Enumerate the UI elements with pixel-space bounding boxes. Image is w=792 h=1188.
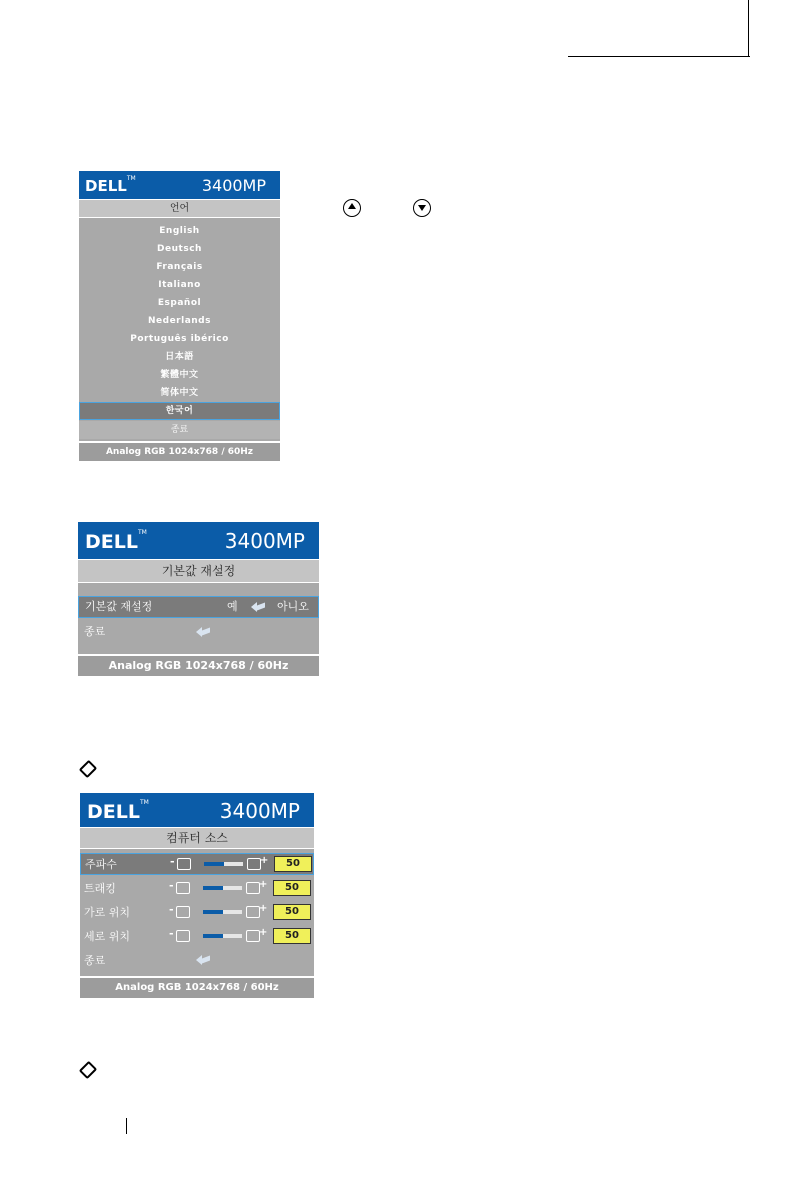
level-bar[interactable] [203,910,242,914]
move-right-icon[interactable] [246,906,260,918]
reset-label: 기본값 재설정 [85,600,153,613]
decrease-icon[interactable] [177,858,191,870]
language-option[interactable]: 繁體中文 [160,370,199,380]
enter-icon [196,627,210,636]
vertical-position-row[interactable] [80,926,314,946]
down-arrow-button-icon [413,199,431,217]
setting-label: 트래킹 [84,882,116,895]
page-corner-rule-horizontal [568,56,750,57]
exit-label: 종료 [84,954,106,967]
language-option[interactable]: Italiano [158,280,201,290]
yes-option[interactable]: 예 [227,600,238,613]
increase-icon[interactable] [247,858,261,870]
setting-label: 가로 위치 [84,906,131,919]
setting-value: 50 [274,856,312,872]
language-option[interactable]: Nederlands [148,316,211,326]
menu-title: 언어 [79,199,280,218]
dell-logo: DELL™ [85,529,147,553]
signal-status: Analog RGB 1024x768 / 60Hz [79,441,280,461]
setting-label: 세로 위치 [84,930,131,943]
level-bar[interactable] [203,934,242,938]
level-fill [204,862,224,866]
enter-icon [196,955,210,964]
language-option[interactable]: Deutsch [157,244,202,254]
move-left-icon[interactable] [176,906,190,918]
exit-label: 종료 [84,625,106,638]
signal-status: Analog RGB 1024x768 / 60Hz [78,654,319,676]
language-option[interactable]: Español [157,298,202,308]
horizontal-position-row[interactable] [80,902,314,922]
dell-logo: DELL™ [87,799,149,823]
language-option-selected[interactable]: 한국어 [79,402,280,420]
osd-header [79,171,280,199]
menu-title: 기본값 재설정 [78,559,319,583]
osd-header [78,522,319,559]
signal-status: Analog RGB 1024x768 / 60Hz [80,976,314,998]
enter-icon [251,602,265,611]
tracking-row[interactable] [80,878,314,898]
setting-value: 50 [273,880,311,896]
language-list [79,222,280,420]
language-option[interactable]: 简体中文 [160,388,199,398]
model-name: 3400MP [201,176,266,195]
exit-row[interactable] [80,950,314,970]
footer-rule [126,1118,127,1134]
note-pencil-icon [76,1059,94,1077]
language-menu-screenshot [79,171,280,461]
move-up-icon[interactable] [246,930,260,942]
language-option[interactable]: Français [156,262,203,272]
menu-title: 컴퓨터 소스 [80,827,314,849]
level-bar[interactable] [203,886,242,890]
increase-icon[interactable] [246,882,260,894]
frequency-row[interactable] [80,853,314,875]
model-name: 3400MP [224,529,305,553]
setting-value: 50 [273,904,311,920]
osd-header [80,793,314,827]
up-arrow-button-icon [343,199,361,217]
model-name: 3400MP [219,799,300,823]
language-option[interactable]: Português ibérico [130,334,229,344]
level-bar[interactable] [204,862,243,866]
language-option[interactable]: English [159,226,200,236]
page-corner-rule [748,0,749,56]
computer-source-screenshot [80,793,314,998]
reset-row[interactable] [78,596,319,618]
level-fill [203,934,223,938]
exit-menu-item[interactable]: 종료 [79,421,280,439]
no-option[interactable]: 아니오 [277,600,309,613]
move-down-icon[interactable] [176,930,190,942]
decrease-icon[interactable] [176,882,190,894]
dell-logo: DELL™ [85,175,136,195]
exit-row[interactable] [78,622,319,642]
setting-label: 주파수 [85,858,117,871]
language-option[interactable]: 日本語 [165,352,194,362]
note-pencil-icon [76,758,94,776]
factory-reset-screenshot [78,522,319,676]
level-fill [203,910,223,914]
setting-value: 50 [273,928,311,944]
level-fill [203,886,223,890]
